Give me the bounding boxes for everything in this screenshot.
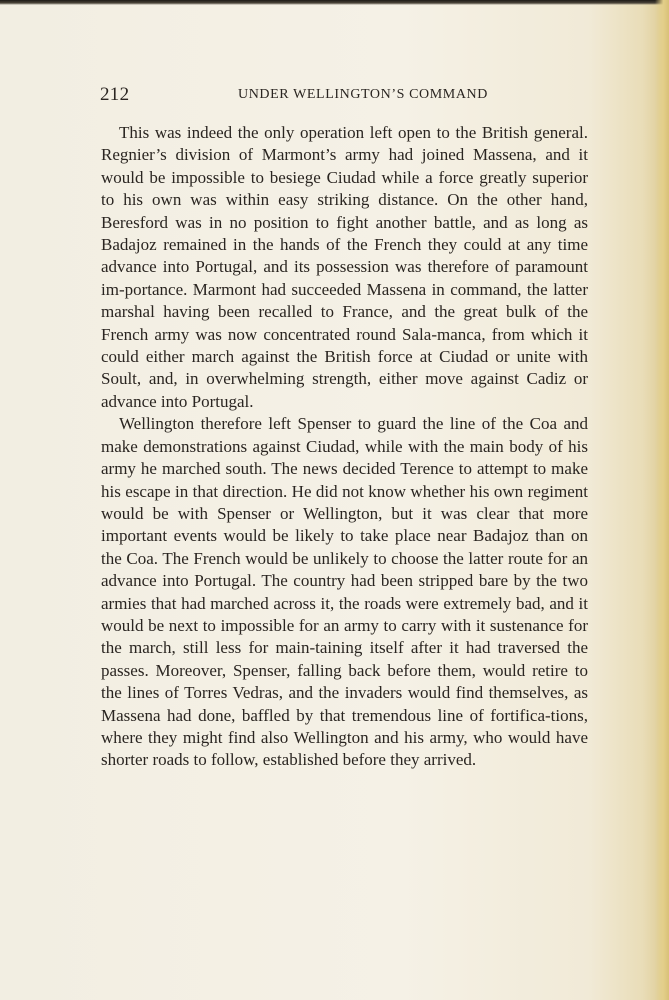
page-header bbox=[100, 84, 590, 110]
page-number: 212 bbox=[100, 84, 130, 105]
page-top-edge bbox=[0, 0, 669, 5]
paragraph-2: Wellington therefore left Spenser to guard the line of the Coa and make demonstrations against Ciudad, while with the main body of his army he marched south. The news decided Terence to attempt to make his escape in that direction. He did not know whether his own regiment would be with Spenser or Wellington, but it was clear that more important events would be likely to take place near Badajoz than on the Coa. The French would be unlikely to choose the latter route for an advance into Portugal. The country had been stripped bare by the two armies that had marched across it, the roads were extremely bad, and it would be next to impossible for an army to carry with it sustenance for the march, still less for main-taining itself after it had traversed the passes. Moreover, Spenser, falling back before them, would retire to the lines of Torres Vedras, and the invaders would find themselves, as Massena had done, baffled by that tremendous line of fortifica-tions, where they might find also Wellington and his army, who would have shorter roads to follow, established before they arrived. bbox=[101, 414, 588, 770]
body-text bbox=[101, 122, 588, 772]
running-head: UNDER WELLINGTON’S COMMAND bbox=[238, 87, 488, 102]
paragraph-1: This was indeed the only operation left open to the British general. Regnier’s division of Marmont’s army had joined Massena, and it would be impossible to besiege Ciudad while a force greatly superior to his own was within easy striking distance. On the other hand, Beresford was in no position to fight another battle, and as long as Badajoz remained in the hands of the French they could at any time advance into Portugal, and its possession was therefore of paramount im-portance. Marmont had succeeded Massena in command, the latter marshal having been recalled to France, and the great bulk of the French army was now concentrated round Sala-manca, from which it could either march against the British force at Ciudad or unite with Soult, and, in overwhelming strength, either move against Cadiz or advance into Portugal. bbox=[101, 123, 588, 411]
page-right-edge bbox=[655, 0, 669, 1000]
